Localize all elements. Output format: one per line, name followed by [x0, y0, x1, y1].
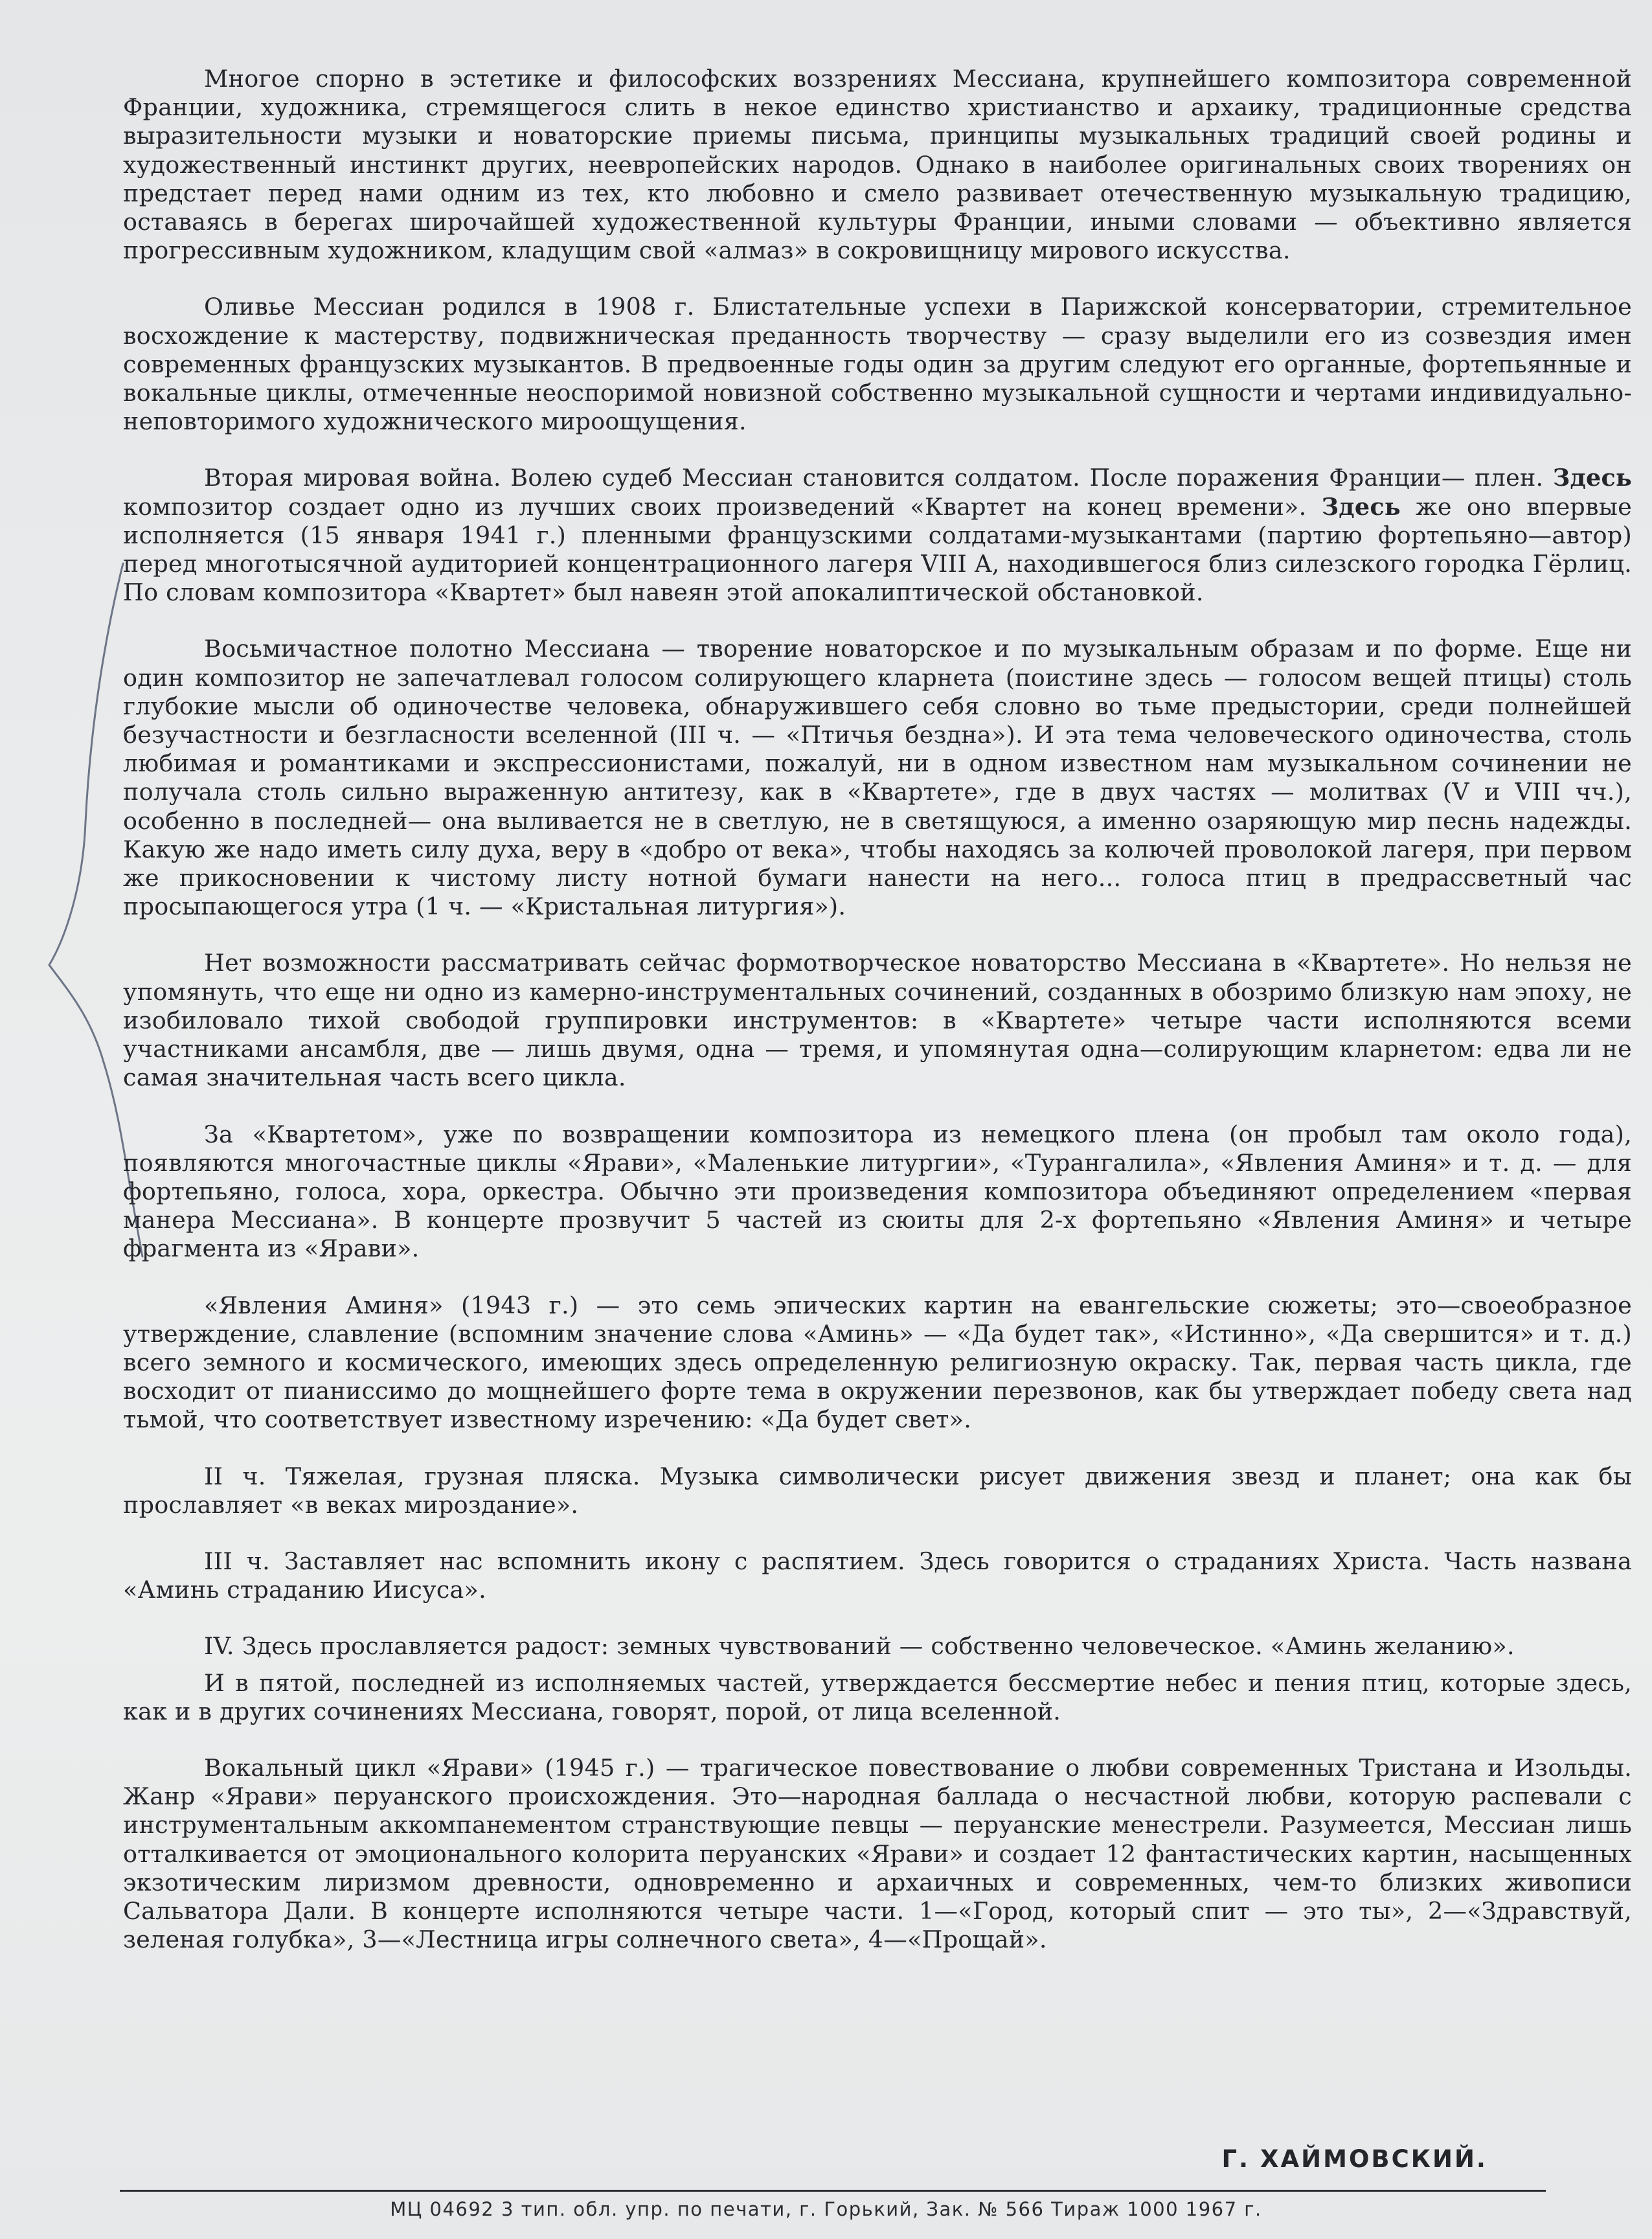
- emphasis-zdes-2: Здесь: [1321, 492, 1401, 521]
- printing-imprint: МЦ 04692 3 тип. обл. упр. по печати, г. Горький, Зак. № 566 Тираж 1000 1967 г.: [390, 2198, 1262, 2220]
- emphasis-zdes-1: Здесь: [1552, 464, 1632, 492]
- paragraph-war: [123, 464, 1632, 607]
- paragraph-innovation: Нет возможности рассматривать сейчас формотворческое новаторство Мессиана в «Квартете». Но нельзя не упомянуть, что еще ни одно из камерно-инструментальных сочинений, созданных в обозримо близкую нам эпоху, не изобиловало тихой свободой группировки инструментов: в «Квартете» четыре части исполняются всеми участниками ансамбля, две — лишь двумя, одна — тремя, и упомянутая одна—солирующим кларнетом: едва ли не самая значительная часть всего цикла.: [123, 949, 1632, 1092]
- paragraph-biography: Оливье Мессиан родился в 1908 г. Блистательные успехи в Парижской консерватории, стремительное восхождение к мастерству, подвижническая преданность творчеству — сразу выделили его из созвездия имен современных французских музыкантов. В предвоенные годы один за другим следуют его органные, фортепьянные и вокальные циклы, отмеченные неоспоримой новизной собственно музыкальной сущности и чертами индивидуально-неповторимого художнического мироощущения.: [123, 293, 1632, 436]
- paragraph-visions-amen: «Явления Аминя» (1943 г.) — это семь эпических картин на евангельские сюжеты; это—своеобразное утверждение, славление (вспомним значение слова «Аминь» — «Да будет так», «Истинно», «Да свершится» и т. д.) всего земного и космического, имеющих здесь определенную религиозную окраску. Так, первая часть цикла, где восходит от пианиссимо до мощнейшего форте тема в окружении перезвонов, как бы утверждает победу света над тьмой, что соответствует известному изречению: «Да будет свет».: [123, 1291, 1632, 1434]
- paragraph-part-3: III ч. Заставляет нас вспомнить икону с распятием. Здесь говорится о страданиях Христа. Часть названа «Аминь страданию Иисуса».: [123, 1547, 1632, 1604]
- paragraph-intro: Многое спорно в эстетике и философских воззрениях Мессиана, крупнейшего композитора современной Франции, художника, стремящегося слить в некое единство христианство и архаику, традиционные средства выразительности музыки и новаторские приемы письма, принципы музыкальных традиций своей родины и художественный инстинкт других, неевропейских народов. Однако в наиболее оригинальных своих творениях он предстает перед нами одним из тех, кто любовно и смело развивает отечественную музыкальную традицию, оставаясь в берегах широчайшей художественной культуры Франции, иными словами — объективно является прогрессивным художником, кладущим свой «алмаз» в сокровищницу мирового искусства.: [123, 65, 1632, 265]
- paragraph-war-text-2: композитор создает одно из лучших своих произведений «Квартет на конец времени».: [123, 492, 1322, 521]
- paragraph-part-4: IV. Здесь прославляется радост: земных чувствований — собственно человеческое. «Аминь желанию».: [204, 1632, 1515, 1661]
- footer-divider: [120, 2190, 1546, 2192]
- paragraph-part-5: И в пятой, последней из исполняемых частей, утверждается бессмертие небес и пения птиц, которые здесь, как и в других сочинениях Мессиана, говорят, порой, от лица вселенной.: [123, 1668, 1632, 1725]
- paragraph-harawi: Вокальный цикл «Яpави» (1945 г.) — трагическое повествование о любви современных Тристана и Изольды. Жанр «Яpави» перуанского происхождения. Это—народная баллада о несчастной любви, которую распевали с инструментальным аккомпанементом странствующие певцы — перуанские менестрели. Разумеется, Мессиан лишь отталкивается от эмоционального колорита перуанских «Яpави» и создает 12 фантастических картин, насыщенных экзотическим лиризмом древности, одновременно и архаичных и современных, чем-то близких живописи Сальватора Дали. В концерте исполняются четыре части. 1—«Город, который спит — это ты», 2—«Здравствуй, зеленая голубка», 3—«Лестница игры солнечного света», 4—«Прощай».: [123, 1753, 1632, 1954]
- article-body: [123, 65, 1632, 1982]
- author-signature: Г. ХАЙМОВСКИЙ.: [1221, 2145, 1488, 2173]
- paragraph-war-text-1: Вторая мировая война. Волею судеб Мессиан становится солдатом. После поражения Франции— плен.: [204, 464, 1553, 492]
- paragraph-war-text-3: же оно впервые исполняется (15 января 1941 г.) пленными французскими солдатами-музыкантами (партию фортепьяно—автор) перед многотысячной аудиторией концентрационного лагеря VIII A, находившегося близ силезского городка Гёрлиц. По словам композитора «Квартет» был навеян этой апокалиптической обстановкой.: [123, 492, 1632, 607]
- paragraph-quartet: Восьмичастное полотно Мессиана — творение новаторское и по музыкальным образам и по форме. Еще ни один композитор не запечатлевал голосом солирующего кларнета (поистине здесь — голосом вещей птицы) столь глубокие мысли об одиночестве человека, обнаружившего себя словно во тьме предыстории, среди полнейшей безучастности и безгласности вселенной (III ч. — «Птичья бездна»). И эта тема человеческого одиночества, столь любимая и романтиками и экспрессионистами, пожалуй, ни в одном известном нам музыкальном сочинении не получала столь сильно выраженную антитезу, как в «Квартете», где в двух частях — молитвах (V и VIII чч.), особенно в последней— она выливается не в светлую, не в светящуюся, а именно озаряющую мир песнь надежды. Какую же надо иметь силу духа, веру в «добро от века», чтобы находясь за колючей проволокой лагеря, при первом же прикосновении к чистому листу нотной бумаги нанести на него... голоса птиц в предрассветный час просыпающегося утра (1 ч. — «Кристальная литургия»).: [123, 635, 1632, 921]
- paragraph-cycles: За «Квартетом», уже по возвращении композитора из немецкого плена (он пробыл там около года), появляются многочастные циклы «Яpави», «Маленькие литургии», «Турангалила», «Явления Аминя» и т. д. — для фортепьяно, голоса, хора, оркестра. Обычно эти произведения композитора объединяют определением «первая манера Мессиана». В концерте прозвучит 5 частей из сюиты для 2-х фортепьяно «Явления Аминя» и четыре фрагмента из «Яpави».: [123, 1120, 1632, 1263]
- paragraph-part-2: II ч. Тяжелая, грузная пляска. Музыка символически рисует движения звезд и планет; она как бы прославляет «в веках мироздание».: [123, 1462, 1632, 1519]
